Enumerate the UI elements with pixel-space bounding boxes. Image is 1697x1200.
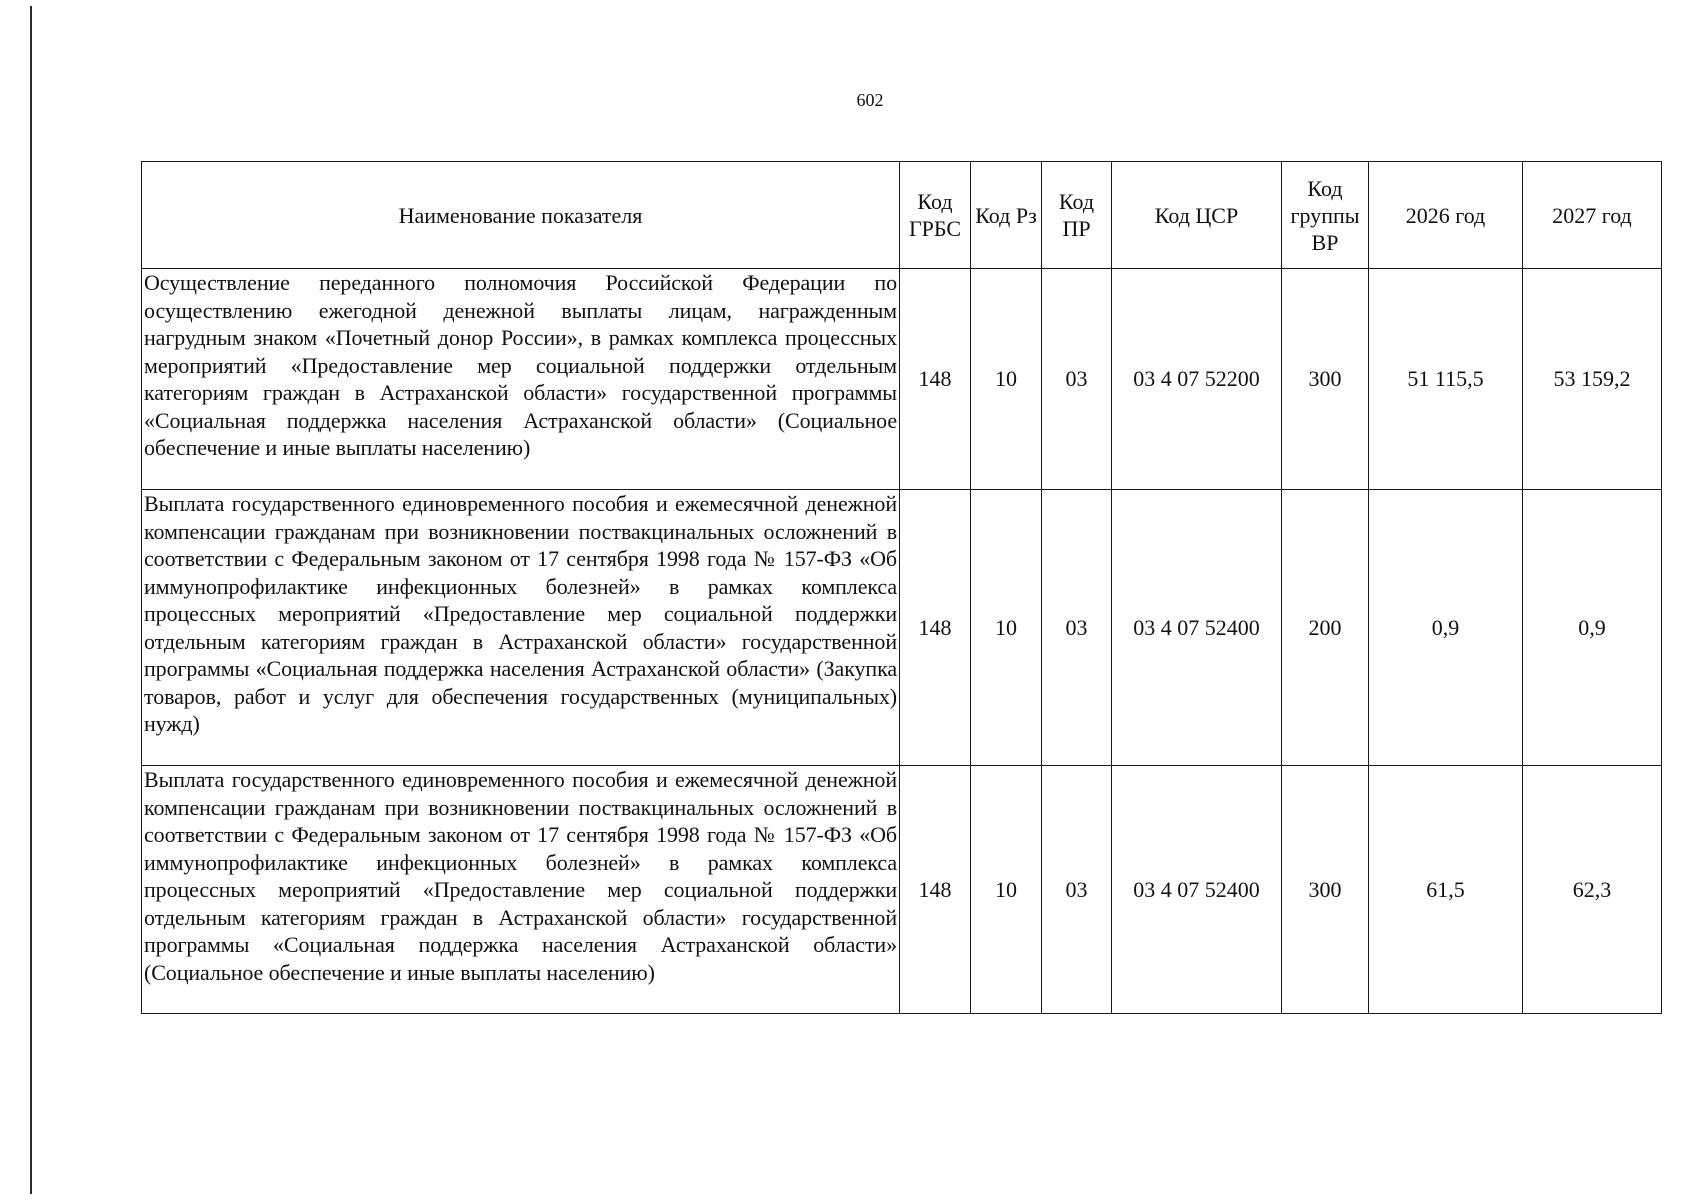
row-name: Выплата государственного единовременного пособия и ежемесячной денежной компенсации гражданам при возникновении поствакцинальных осложнений в соответствии с Федеральным законом от 17 сентября 1998 года № 157-ФЗ «Об иммунопрофилактике инфекционных болезней» в рамках комплекса процессных мероприятий «Предоставление мер социальной поддержки отдельным категориям граждан в Астраханской области» государственной программы «Социальная поддержка населения Астраханской области» (Социальное обеспечение и иные выплаты населению) xyxy=(142,766,900,1014)
row-rz: 10 xyxy=(971,269,1042,490)
header-grbs: Код ГРБС xyxy=(900,162,971,269)
row-pr: 03 xyxy=(1042,490,1112,766)
row-pr: 03 xyxy=(1042,269,1112,490)
row-grbs: 148 xyxy=(900,766,971,1014)
row-vr: 200 xyxy=(1282,490,1369,766)
table-row xyxy=(142,766,1662,1014)
page-number: 602 xyxy=(856,90,884,110)
table-header-row xyxy=(142,162,1662,269)
row-name: Осуществление переданного полномочия Российской Федерации по осуществлению ежегодной денежной выплаты лицам, награжденным нагрудным знаком «Почетный донор России», в рамках комплекса процессных мероприятий «Предоставление мер социальной поддержки отдельным категориям граждан в Астраханской области» государственной программы «Социальная поддержка населения Астраханской области» (Социальное обеспечение и иные выплаты населению) xyxy=(142,269,900,490)
row-2026: 51 115,5 xyxy=(1369,269,1523,490)
row-rz: 10 xyxy=(971,490,1042,766)
row-2027: 0,9 xyxy=(1523,490,1662,766)
header-vr: Код группы ВР xyxy=(1282,162,1369,269)
budget-table xyxy=(141,161,1662,1014)
table-row xyxy=(142,269,1662,490)
row-rz: 10 xyxy=(971,766,1042,1014)
row-csr: 03 4 07 52400 xyxy=(1112,766,1282,1014)
row-csr: 03 4 07 52400 xyxy=(1112,490,1282,766)
row-pr: 03 xyxy=(1042,766,1112,1014)
row-vr: 300 xyxy=(1282,269,1369,490)
header-2027: 2027 год xyxy=(1523,162,1662,269)
row-2027: 62,3 xyxy=(1523,766,1662,1014)
row-grbs: 148 xyxy=(900,490,971,766)
header-csr: Код ЦСР xyxy=(1112,162,1282,269)
row-2026: 0,9 xyxy=(1369,490,1523,766)
header-rz: Код Рз xyxy=(971,162,1042,269)
row-2026: 61,5 xyxy=(1369,766,1523,1014)
header-2026: 2026 год xyxy=(1369,162,1523,269)
row-name: Выплата государственного единовременного пособия и ежемесячной денежной компенсации гражданам при возникновении поствакцинальных осложнений в соответствии с Федеральным законом от 17 сентября 1998 года № 157-ФЗ «Об иммунопрофилактике инфекционных болезней» в рамках комплекса процессных мероприятий «Предоставление мер социальной поддержки отдельным категориям граждан в Астраханской области» государственной программы «Социальная поддержка населения Астраханской области» (Закупка товаров, работ и услуг для обеспечения государственных (муниципальных) нужд) xyxy=(142,490,900,766)
row-csr: 03 4 07 52200 xyxy=(1112,269,1282,490)
row-grbs: 148 xyxy=(900,269,971,490)
header-pr: Код ПР xyxy=(1042,162,1112,269)
row-vr: 300 xyxy=(1282,766,1369,1014)
header-name: Наименование показателя xyxy=(142,162,900,269)
row-2027: 53 159,2 xyxy=(1523,269,1662,490)
table-row xyxy=(142,490,1662,766)
binding-margin-line xyxy=(30,6,32,1194)
